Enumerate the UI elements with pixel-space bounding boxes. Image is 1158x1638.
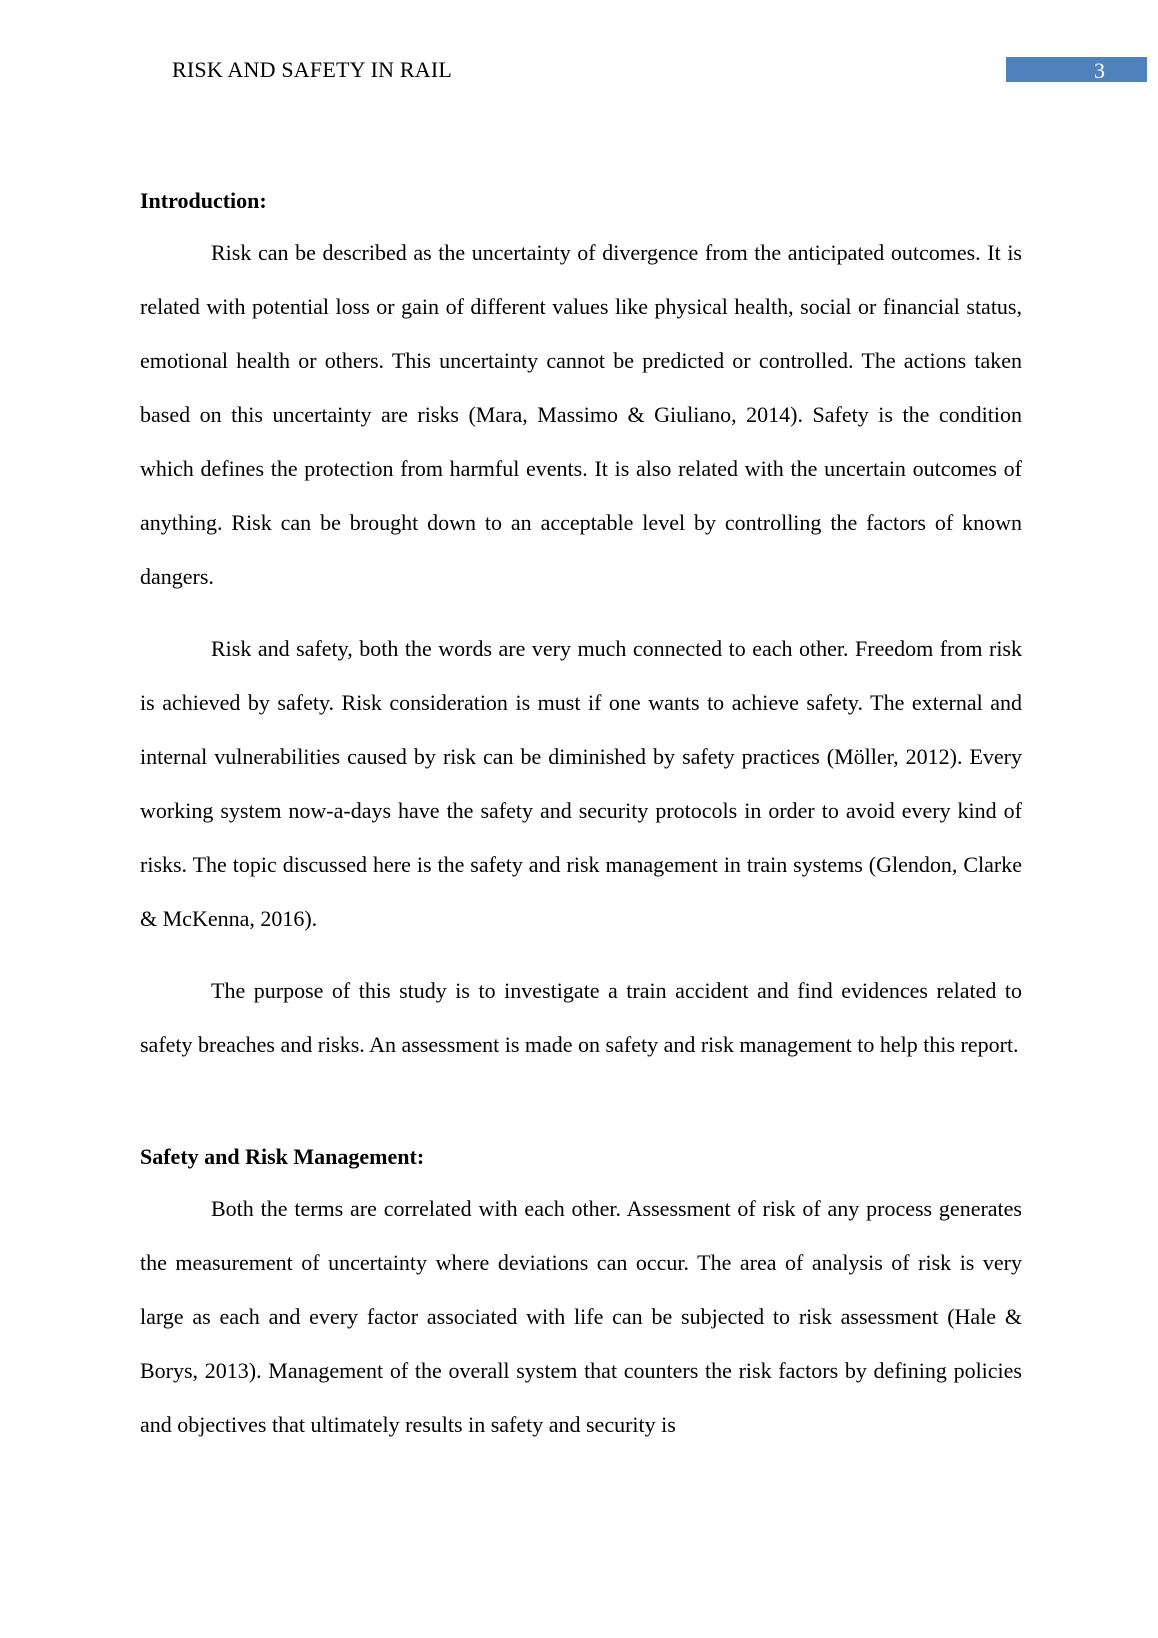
document-body (140, 187, 1022, 1452)
section-heading-introduction: Introduction: (140, 188, 267, 213)
page-number: 3 (1006, 57, 1147, 82)
section-heading-safety-risk-management: Safety and Risk Management: (140, 1144, 425, 1169)
safety-paragraph-1: Both the terms are correlated with each other. Assessment of risk of any process generates the measurement of uncertainty where deviations can occur. The area of analysis of risk is very large as each and every factor associated with life can be subjected to risk assessment (Hale & Borys, 2013). Management of the overall system that counters the risk factors by defining policies and objectives that ultimately results in safety and security is (140, 1196, 1022, 1437)
intro-paragraph-2: Risk and safety, both the words are very much connected to each other. Freedom from risk is achieved by safety. Risk consideration is must if one wants to achieve safety. The external and internal vulnerabilities caused by risk can be diminished by safety practices (Möller, 2012). Every working system now-a-days have the safety and security protocols in order to avoid every kind of risks. The topic discussed here is the safety and risk management in train systems (Glendon, Clarke & McKenna, 2016). (140, 636, 1022, 931)
intro-paragraph-3: The purpose of this study is to investigate a train accident and find evidences related to safety breaches and risks. An assessment is made on safety and risk management to help this report. (140, 978, 1022, 1057)
running-head: RISK AND SAFETY IN RAIL (172, 57, 453, 82)
intro-paragraph-1: Risk can be described as the uncertainty of divergence from the anticipated outcomes. It is related with potential loss or gain of different values like physical health, social or financial status, emotional health or others. This uncertainty cannot be predicted or controlled. The actions taken based on this uncertainty are risks (Mara, Massimo & Giuliano, 2014). Safety is the condition which defines the protection from harmful events. It is also related with the uncertain outcomes of anything. Risk can be brought down to an acceptable level by controlling the factors of known dangers. (140, 240, 1022, 589)
